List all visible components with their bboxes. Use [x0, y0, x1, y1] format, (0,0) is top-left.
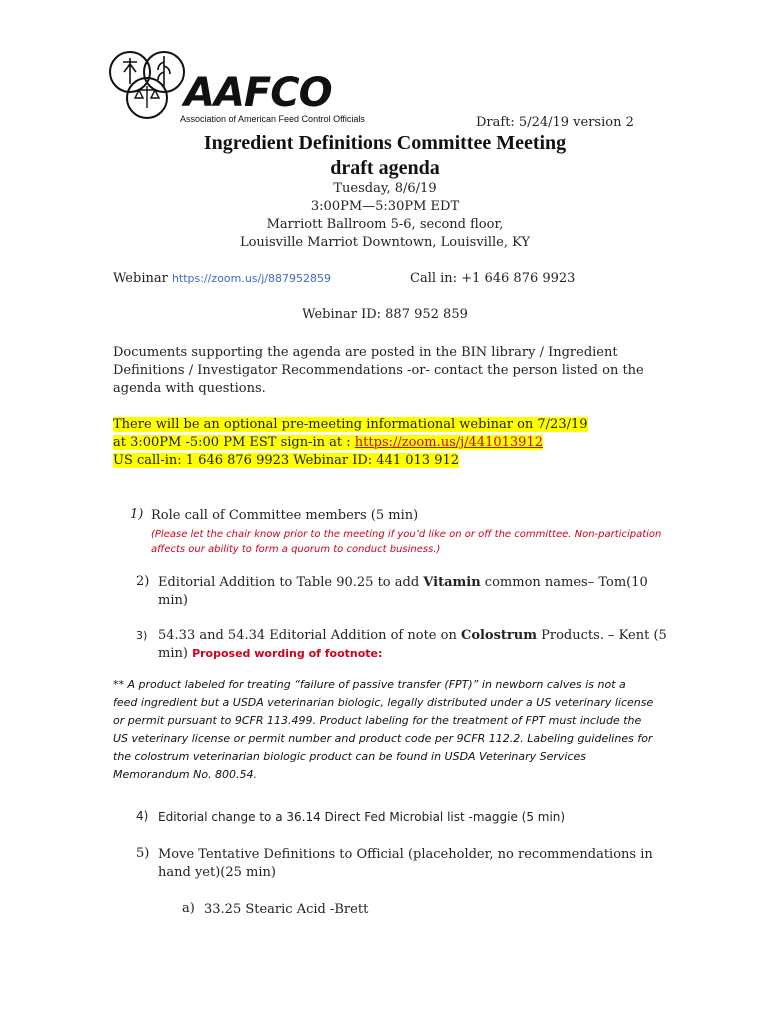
documents-line-3: agenda with questions.: [113, 381, 266, 396]
item-1-number: 1): [130, 507, 144, 522]
meeting-date: Tuesday, 8/6/19: [333, 181, 437, 196]
documents-line-2: Definitions / Investigator Recommendations -or- contact the person listed on the: [113, 363, 644, 378]
item-5-number: 5): [136, 846, 150, 861]
item-5a-text: 33.25 Stearic Acid -Brett: [204, 902, 369, 917]
item-5-text-a: Move Tentative Definitions to Official (placeholder, no recommendations in: [158, 847, 653, 862]
pre-meeting-line-1: There will be an optional pre-meeting informational webinar on 7/23/19: [113, 417, 588, 432]
footnote-line-4: US veterinary license or permit number and product code per 9CFR 112.2. Labeling guidelines for: [113, 732, 653, 745]
item-3-bold: Colostrum: [460, 628, 537, 643]
item-3-text-b: Products. – Kent (5: [536, 628, 667, 643]
item-1-note: [151, 527, 661, 557]
item-2-number: 2): [136, 574, 150, 589]
item-1-text: Role call of Committee members (5 min): [151, 508, 419, 523]
item-2-text-a: Editorial Addition to Table 90.25 to add: [158, 575, 424, 590]
item-5-text: [158, 846, 653, 882]
colostrum-footnote: [113, 676, 658, 784]
pre-meeting-line-3: US call-in: 1 646 876 9923 Webinar ID: 441 013 912: [113, 453, 460, 468]
title-line-1: Ingredient Definitions Committee Meeting: [203, 132, 567, 154]
item-2-bold: Vitamin: [423, 575, 481, 590]
pre-meeting-line-2: at 3:00PM -5:00 PM EST sign-in at :: [113, 435, 355, 450]
meeting-time: 3:00PM—5:30PM EDT: [310, 199, 460, 214]
item-2-text: [158, 574, 648, 610]
webinar-label: Webinar: [113, 271, 168, 286]
item-5-text-b: hand yet)(25 min): [158, 865, 276, 880]
item-4-text: Editorial change to a 36.14 Direct Fed Microbial list -maggie (5 min): [158, 810, 566, 824]
footnote-line-5: the colostrum veterinarian biologic product can be found in USDA Veterinary Services: [113, 750, 586, 763]
pre-meeting-link[interactable]: https://zoom.us/j/441013912: [354, 435, 543, 450]
aafco-logo: [108, 48, 365, 126]
footnote-line-3: or permit pursuant to 9CFR 113.499. Product labeling for the treatment of FPT must include the: [113, 714, 642, 727]
documents-paragraph: [113, 344, 644, 398]
item-2-text-c: min): [158, 593, 188, 608]
webinar-link[interactable]: https://zoom.us/j/887952859: [171, 272, 331, 285]
item-1-note-line-2: affects our ability to form a quorum to conduct business.): [151, 544, 441, 555]
footnote-line-1: ** A product labeled for treating “failure of passive transfer (FPT)” in newborn calves is not a: [113, 678, 626, 691]
footnote-line-2: feed ingredient but a USDA veterinarian biologic, legally distributed under a US veterinary license: [113, 696, 654, 709]
webinar-row: [113, 271, 331, 286]
meeting-room: Marriott Ballroom 5-6, second floor,: [266, 217, 504, 232]
item-5a-letter: a): [182, 901, 195, 916]
title-line-2: draft agenda: [330, 157, 440, 179]
call-in-number: Call in: +1 646 876 9923: [410, 271, 576, 286]
documents-line-1: Documents supporting the agenda are posted in the BIN library / Ingredient: [113, 345, 618, 360]
item-2-text-b: common names– Tom(10: [480, 575, 648, 590]
webinar-id: Webinar ID: 887 952 859: [302, 307, 468, 322]
logo-subtitle: Association of American Feed Control Officials: [180, 114, 365, 124]
item-3-footnote-label: Proposed wording of footnote:: [192, 647, 383, 660]
footnote-line-6: Memorandum No. 800.54.: [113, 768, 258, 781]
item-1-note-line-1: (Please let the chair know prior to the meeting if you’d like on or off the committee. Non-participation: [151, 529, 662, 540]
item-3-text-c: min): [158, 646, 193, 661]
pre-meeting-notice: [113, 416, 588, 470]
item-3-text: [158, 627, 667, 663]
logo-wordmark: AAFCO: [184, 70, 332, 116]
item-4-number: 4): [136, 809, 149, 823]
item-3-number: 3): [136, 629, 148, 642]
item-3-text-a: 54.33 and 54.34 Editorial Addition of note on: [158, 628, 461, 643]
draft-version: Draft: 5/24/19 version 2: [476, 115, 634, 130]
meeting-venue: Louisville Marriot Downtown, Louisville, KY: [239, 235, 531, 250]
